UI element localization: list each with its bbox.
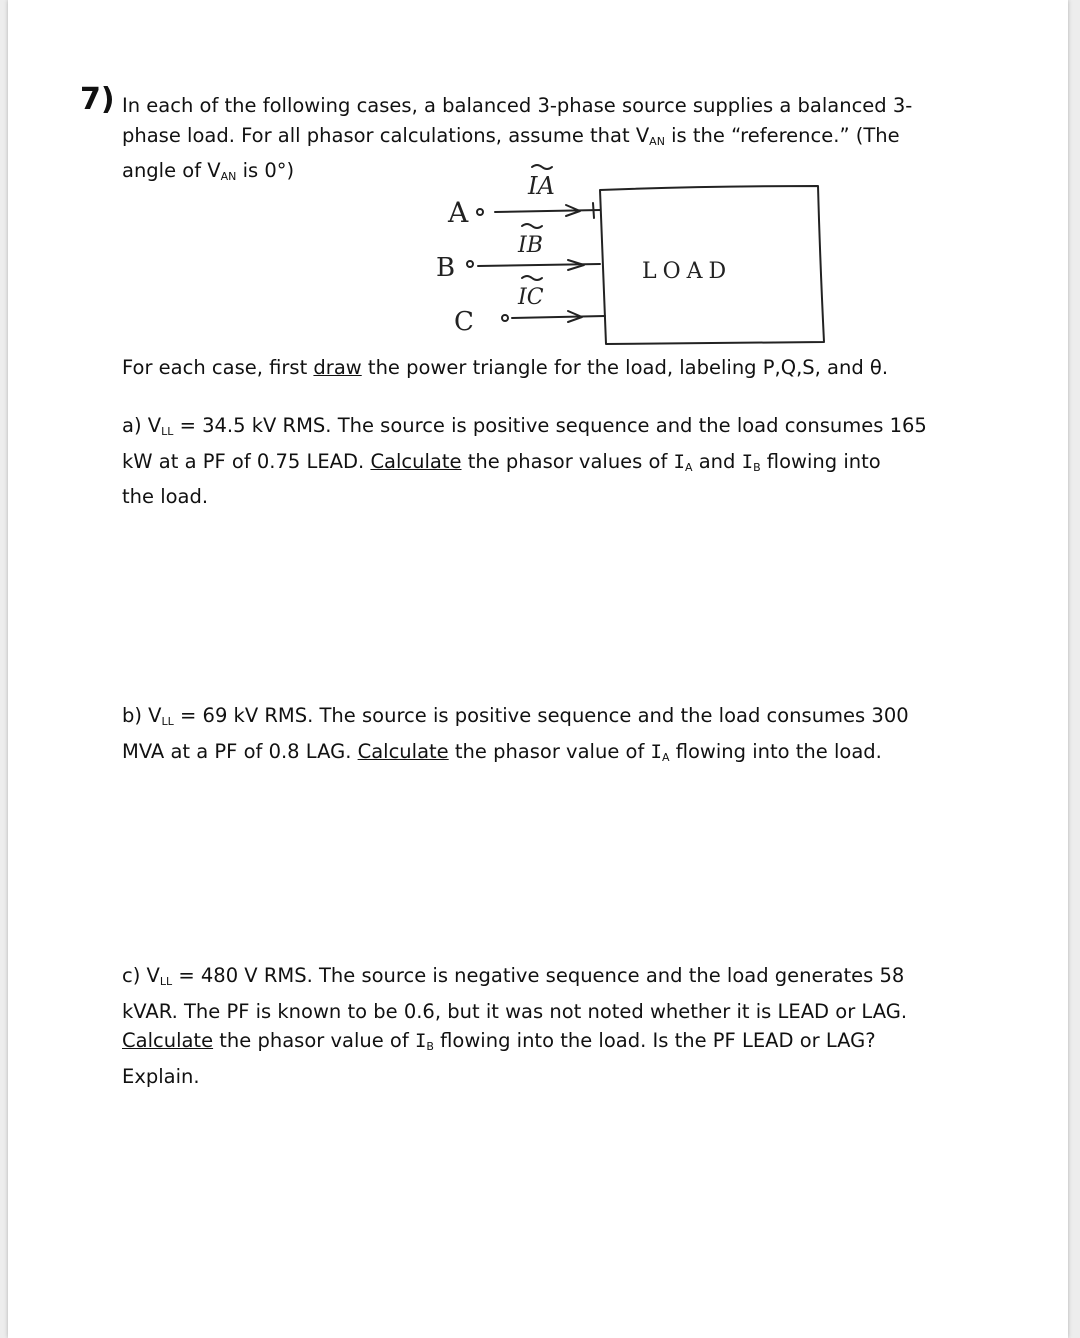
case-b-line-1 (122, 701, 942, 737)
instruction-paragraph (122, 353, 942, 383)
case-a-line-3: the load. (122, 485, 209, 508)
case-c-current-sub: B (426, 1040, 434, 1053)
document-page (8, 0, 1068, 1338)
case-a-prefix: a) V (122, 414, 162, 437)
case-c-line-2: kVAR. The PF is known to be 0.6, but it was not noted whether it is LEAD or LAG. (122, 999, 908, 1023)
case-a-current-2: I (741, 450, 754, 473)
case-c-calculate: Calculate (122, 1029, 214, 1052)
vll-subscript: LL (159, 975, 173, 988)
intro-paragraph (122, 91, 942, 192)
case-c-line-3 (122, 1026, 952, 1062)
case-a-text-3: the phasor values of (461, 449, 674, 473)
current-label-a: IA (528, 172, 555, 200)
vll-subscript: LL (161, 715, 174, 728)
case-c-text-1: = 480 V RMS. The source is negative sequence and the load generates 58 (172, 964, 905, 987)
case-c-current: I (414, 1030, 427, 1052)
case-a-text-4: flowing into (760, 449, 881, 473)
case-a (122, 411, 942, 512)
intro-line-1: In each of the following cases, a balanced 3-phase source supplies a balanced 3- (122, 94, 913, 117)
case-c (122, 961, 952, 1091)
case-c-line-4: Explain. (122, 1064, 200, 1088)
case-b (122, 701, 942, 772)
case-c-text-4: flowing into the load. Is the PF LEAD or LAG? (433, 1029, 876, 1052)
case-b-current: I (650, 740, 662, 763)
intro-line-2-text: phase load. For all phasor calculations, assume that V (122, 123, 650, 147)
node-label-c: C (454, 307, 474, 337)
case-c-text-3: the phasor value of (213, 1029, 415, 1052)
case-a-calculate: Calculate (370, 449, 462, 473)
vll-subscript: LL (161, 425, 174, 438)
case-b-text-1: = 69 kV RMS. The source is positive sequence and the load consumes 300 (173, 704, 909, 727)
intro-line-3 (122, 156, 942, 192)
load-label: LOAD (642, 259, 733, 284)
case-b-text-3: the phasor value of (448, 739, 651, 763)
case-b-line-2 (122, 737, 942, 773)
instruction-text: For each case, first (122, 356, 314, 379)
van-subscript: AN (220, 170, 237, 183)
case-a-current-1-sub: A (684, 460, 693, 474)
intro-line-2-text-end: is the “reference.” (The (664, 123, 900, 147)
case-a-text-2: kW at a PF of 0.75 LEAD. (122, 449, 371, 473)
case-a-current-2-sub: B (753, 460, 761, 474)
intro-line-3-text: angle of V (122, 159, 221, 182)
case-c-prefix: c) V (122, 964, 160, 987)
case-a-and: and (692, 449, 742, 473)
case-a-line-1 (122, 411, 942, 447)
instruction-text-end: the power triangle for the load, labeling P,Q,S, and θ. (361, 356, 889, 379)
problem-number: 7) (80, 82, 115, 117)
case-b-current-sub: A (661, 750, 670, 764)
intro-line-2 (122, 121, 942, 157)
case-c-line-1 (122, 961, 952, 997)
current-label-b: IB (518, 233, 543, 258)
case-a-current-1: I (673, 450, 685, 473)
current-label-c: IC (518, 285, 544, 310)
case-a-line-2 (122, 447, 942, 483)
case-b-prefix: b) V (122, 704, 162, 727)
intro-line-3-text-end: is 0°) (236, 159, 295, 182)
van-subscript: AN (649, 134, 665, 148)
case-b-text-2: MVA at a PF of 0.8 LAG. (122, 739, 358, 763)
node-label-a: A (448, 196, 469, 229)
case-b-text-4: flowing into the load. (669, 739, 882, 763)
node-label-b: B (436, 253, 456, 283)
case-b-calculate: Calculate (357, 739, 449, 763)
case-a-text-1: = 34.5 kV RMS. The source is positive sequence and the load consumes 165 (173, 414, 927, 437)
instruction-draw-word: draw (313, 356, 362, 379)
